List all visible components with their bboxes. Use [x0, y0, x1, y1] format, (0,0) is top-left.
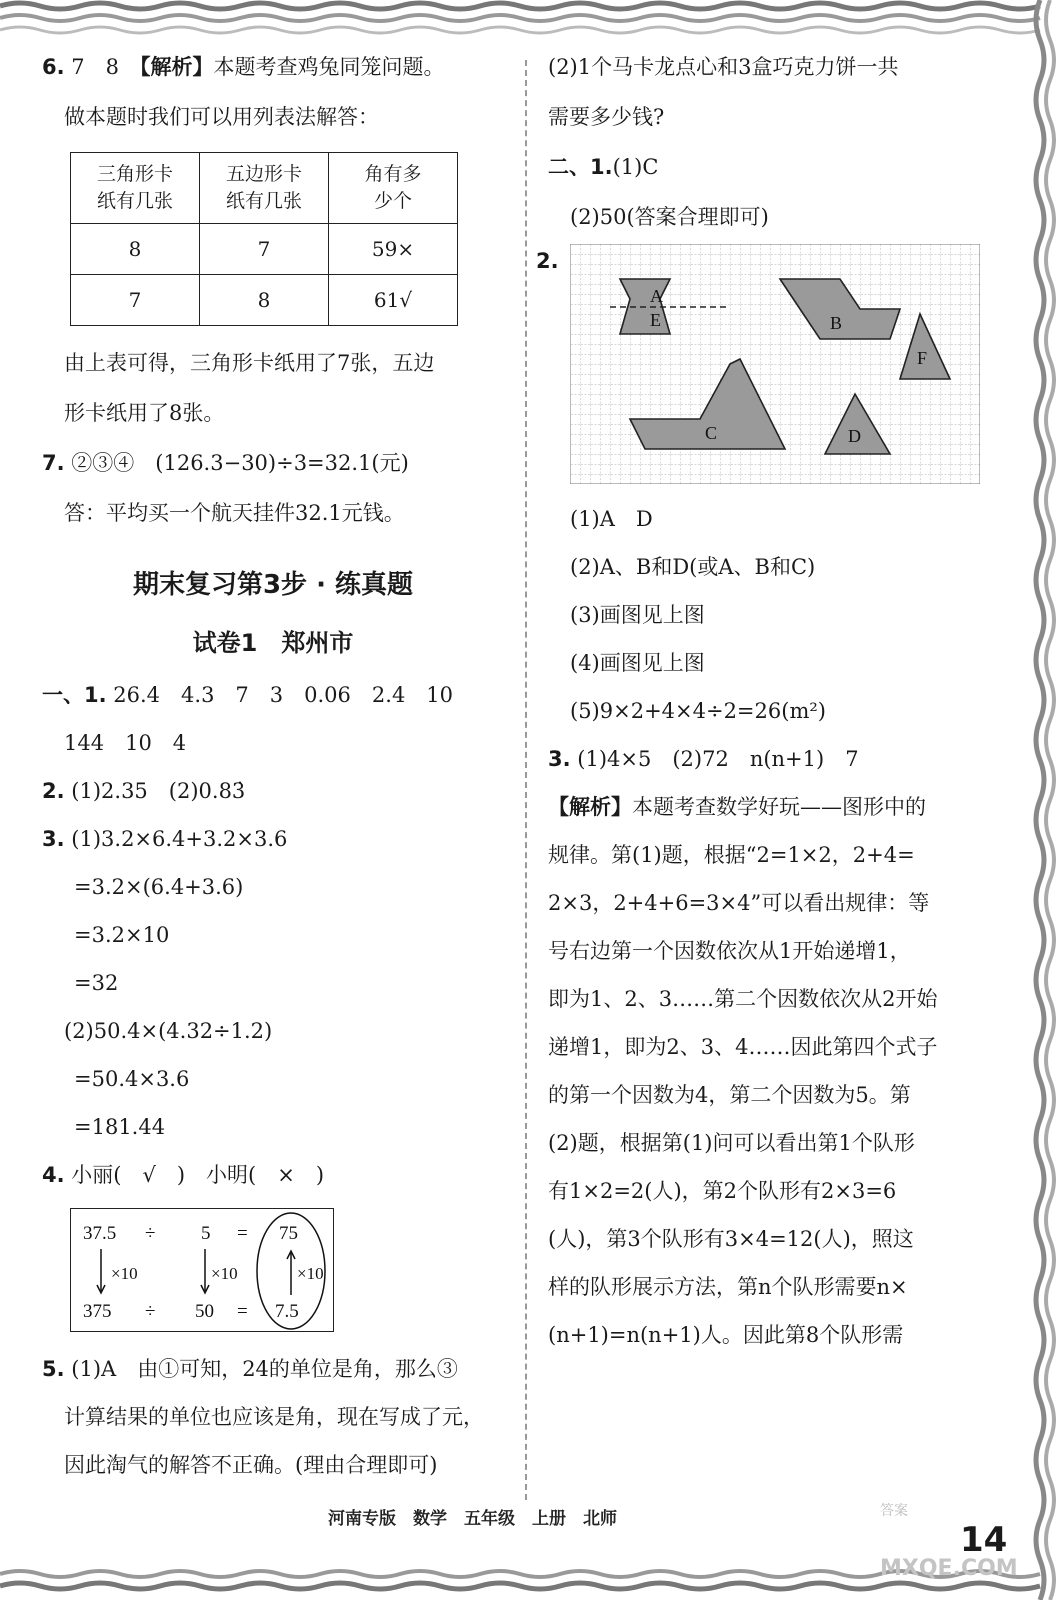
analysis-line: 的第一个因数为4，第二个因数为5。第: [548, 1083, 911, 1107]
analysis-line: [548, 792, 1000, 822]
shape-label: B: [830, 313, 843, 333]
table-row: [71, 275, 458, 326]
analysis-line: 即为1、2、3……第二个因数依次从2开始: [548, 987, 938, 1011]
analysis-line: 有1×2=2(人)，第2个队形有2×3=6: [548, 1179, 897, 1203]
q7-line: [42, 448, 504, 478]
part2-answer: (1)C: [612, 155, 659, 179]
part1-number: 一、1.: [42, 683, 107, 707]
watermark-url: MXQE.COM: [880, 1556, 1018, 1581]
q5-number: 5.: [42, 1357, 65, 1381]
diagram-r2-eq: =: [237, 1301, 248, 1322]
right-column: [536, 52, 1000, 1368]
table-cell: 59×: [329, 224, 458, 275]
q6-line2: 做本题时我们可以用列表法解答：: [64, 105, 379, 129]
q2-answer: (1)2.35 (2)0.83̇: [71, 779, 246, 803]
q2-answer-3: (3)画图见上图: [570, 603, 705, 627]
q3-number: 3.: [42, 827, 65, 851]
division-diagram: [70, 1208, 334, 1332]
q2-answer-1: (1)A D: [570, 507, 653, 531]
shape-label: C: [705, 423, 718, 443]
table-cell: 7: [200, 224, 329, 275]
shape-label: D: [848, 426, 861, 446]
header-cell-triangle: 三角形卡 纸有几张: [71, 153, 200, 224]
analysis-line: 样的队形展示方法，第n个队形需要n×: [548, 1275, 908, 1299]
q6-analysis-text: 本题考查鸡兔同笼问题。: [213, 55, 445, 79]
table-cell: 8: [71, 224, 200, 275]
q3-step: =3.2×(6.4+3.6): [74, 875, 244, 899]
q6-conclusion-1: 由上表可得，三角形卡纸用了7张，五边: [64, 351, 435, 375]
q7-number: 7.: [42, 451, 65, 475]
q3-right-number: 3.: [548, 747, 571, 771]
q5-answer: (1)A 由①可知，24的单位是角，那么③: [71, 1357, 458, 1381]
q6-answer: 7 8: [71, 55, 141, 79]
table-cell: 61√: [329, 275, 458, 326]
shape-label: E: [650, 310, 661, 330]
analysis-line: (2)题，根据第(1)问可以看出第1个队形: [548, 1131, 915, 1155]
q6-line: [42, 52, 504, 82]
right-line2: 需要多少钱?: [548, 105, 665, 129]
q3-step: =3.2×10: [74, 923, 170, 947]
diagram-r1-eq: =: [237, 1223, 248, 1244]
paper-subtitle: 试卷1 郑州市: [192, 629, 354, 657]
q3-step: =50.4×3.6: [74, 1067, 190, 1091]
right-wave-border: [1016, 0, 1056, 1600]
q5-line: [42, 1354, 504, 1384]
analysis-tag: 【解析】: [548, 795, 632, 819]
left-column: [42, 52, 504, 1498]
analysis-line: (人)，第3个队形有3×4=12(人)，照这: [548, 1227, 914, 1251]
analysis-line: (n+1)=n(n+1)人。因此第8个队形需: [548, 1323, 904, 1347]
q4-line: [42, 1160, 504, 1190]
q2-line: [42, 776, 504, 806]
analysis-line: 号右边第一个因数依次从1开始递增1，: [548, 939, 911, 963]
part2-number: 二、1.: [548, 155, 613, 179]
q2-right-number: 2.: [536, 249, 559, 273]
part1-answers: 26.4 4.3 7 3 0.06 2.4 10: [106, 683, 454, 707]
card-table: [70, 152, 458, 326]
table-header-row: [71, 153, 458, 224]
q3-right-line: [548, 744, 1000, 774]
right-line1: (2)1个马卡龙点心和3盒巧克力饼一共: [548, 55, 899, 79]
table-cell: 7: [71, 275, 200, 326]
section-title: 期末复习第3步 · 练真题: [132, 570, 414, 600]
diagram-r2-op: ÷: [145, 1301, 156, 1322]
q5-line3: 因此淘气的解答不正确。(理由合理即可): [64, 1453, 438, 1477]
q3-expression: (1)3.2×6.4+3.2×3.6: [71, 827, 288, 851]
q7-answer: ②③④ (126.3−30)÷3=32.1(元): [71, 451, 409, 475]
q2-answer-2: (2)A、B和D(或A、B和C): [570, 555, 816, 579]
page-number: 14: [960, 1520, 1008, 1560]
top-wave-border: [0, 0, 1056, 44]
q2-answer-4: (4)画图见上图: [570, 651, 705, 675]
times10-label: ×10: [297, 1264, 324, 1283]
diagram-r1-a: 37.5: [83, 1223, 117, 1244]
times10-label: ×10: [111, 1264, 138, 1283]
shape-label: F: [917, 348, 928, 368]
table-cell: 8: [200, 275, 329, 326]
watermark-logo: 答案: [880, 1503, 908, 1519]
analysis-tag: 【解析】: [140, 55, 214, 79]
analysis-line: 规律。第(1)题，根据“2=1×2，2+4=: [548, 843, 915, 867]
q3-line: [42, 824, 504, 854]
q4-answer: 小丽( √ ) 小明( × ): [71, 1163, 325, 1187]
diagram-r2-a: 375: [83, 1301, 112, 1322]
times10-label: ×10: [211, 1264, 238, 1283]
q6-number: 6.: [42, 55, 65, 79]
header-cell-pentagon: 五边形卡 纸有几张: [200, 153, 329, 224]
q4-number: 4.: [42, 1163, 65, 1187]
q2-answer-5: (5)9×2+4×4÷2=26(m²): [570, 699, 826, 723]
part1-q1-line2: 144 10 4: [64, 731, 187, 755]
header-cell-angles: 角有多 少个: [329, 153, 458, 224]
q3-part2: (2)50.4×(4.32÷1.2): [64, 1019, 273, 1043]
diagram-r1-op: ÷: [145, 1223, 156, 1244]
q7-answer-sentence: 答：平均买一个航天挂件32.1元钱。: [64, 501, 405, 525]
shape-label: A: [650, 286, 663, 306]
q5-line2: 计算结果的单位也应该是角，现在写成了元，: [64, 1405, 484, 1429]
page-footer: 河南专版 数学 五年级 上册 北师: [328, 1509, 617, 1529]
q6-conclusion-2: 形卡纸用了8张。: [64, 401, 225, 425]
shape-grid-diagram: [570, 244, 980, 484]
part2-q1: [548, 152, 1000, 182]
diagram-r2-c: 7.5: [275, 1301, 299, 1322]
q2-number: 2.: [42, 779, 65, 803]
column-divider: [525, 60, 527, 1500]
diagram-r1-c: 75: [279, 1223, 298, 1244]
q3-step: =32: [74, 971, 119, 995]
analysis-line: 递增1，即为2、3、4……因此第四个式子: [548, 1035, 938, 1059]
diagram-r2-b: 50: [195, 1301, 214, 1322]
q3-right-answer: (1)4×5 (2)72 n(n+1) 7: [577, 747, 859, 771]
analysis-text: 本题考查数学好玩——图形中的: [632, 795, 926, 819]
analysis-line: 2×3，2+4+6=3×4”可以看出规律：等: [548, 891, 930, 915]
part1-q1: [42, 680, 504, 710]
table-row: [71, 224, 458, 275]
part2-q1-line2: (2)50(答案合理即可): [570, 205, 769, 229]
diagram-r1-b: 5: [201, 1223, 211, 1244]
q2-block: [536, 249, 1000, 504]
q3-step: =181.44: [74, 1115, 166, 1139]
